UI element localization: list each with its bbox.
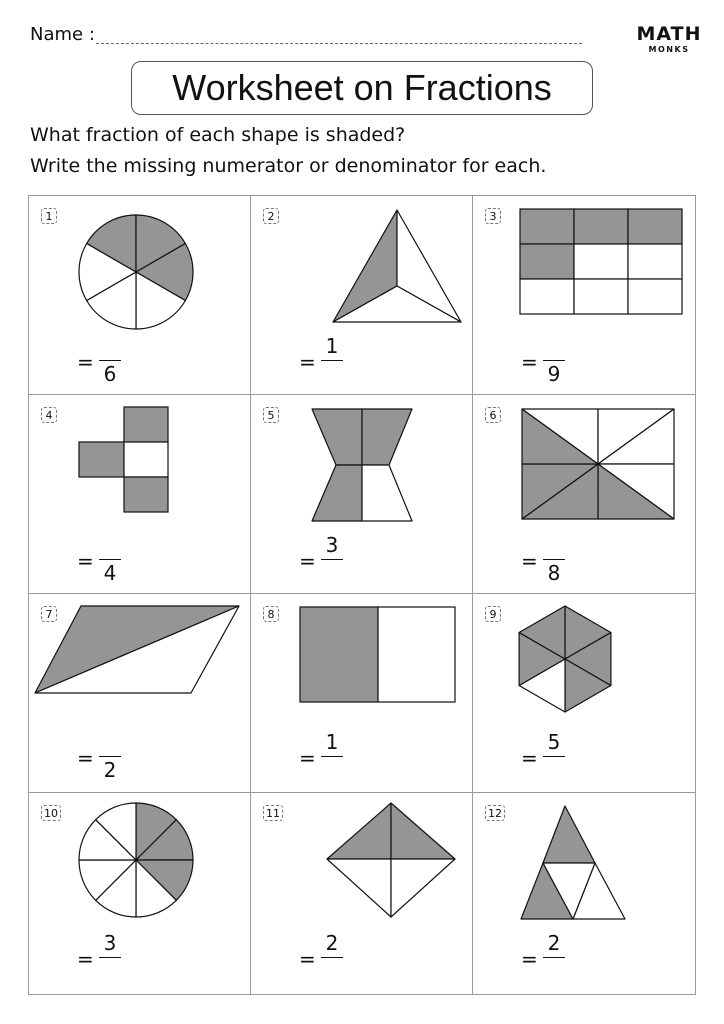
equals-sign: = [299, 746, 316, 770]
problem-cell [473, 594, 695, 793]
equals-sign: = [521, 947, 538, 971]
bowtie-part [362, 409, 412, 465]
logo-top-text: MATH [636, 23, 702, 45]
denominator-blank[interactable]: 8 [547, 561, 561, 585]
fraction-answer [299, 931, 379, 979]
fraction-answer [299, 730, 379, 778]
fraction-answer [299, 533, 379, 581]
fraction-bar [321, 756, 343, 757]
equals-sign: = [299, 549, 316, 573]
name-label: Name : [30, 24, 95, 45]
fraction-bar [99, 957, 121, 958]
bowtie-part [362, 465, 412, 521]
fraction-bar [99, 559, 121, 560]
problem-cell [29, 395, 251, 594]
problem-number: 9 [485, 606, 501, 622]
problem-cell [29, 196, 251, 395]
fraction-shape [473, 196, 695, 336]
problem-number: 3 [485, 208, 501, 224]
page-title: Worksheet on Fractions [172, 67, 552, 108]
fraction-bar [321, 957, 343, 958]
grid-square [574, 209, 628, 244]
name-input-line[interactable] [96, 43, 582, 44]
fraction-bar [99, 360, 121, 361]
fraction-shape [29, 395, 251, 535]
numerator-blank[interactable]: 3 [103, 931, 117, 955]
problem-cell [251, 793, 473, 994]
fraction-shape [29, 196, 251, 336]
problem-number: 2 [263, 208, 279, 224]
diamond-part [327, 859, 391, 917]
grid-square [574, 279, 628, 314]
denominator-blank[interactable]: 2 [103, 758, 117, 782]
fraction-shape [251, 196, 473, 336]
numerator-blank[interactable]: 5 [547, 730, 561, 754]
triangle-part [543, 806, 595, 863]
problem-number: 11 [263, 805, 283, 821]
fraction-answer [521, 730, 601, 778]
denominator-blank[interactable]: 6 [103, 362, 117, 386]
numerator-blank[interactable]: 2 [547, 931, 561, 955]
grid-square [628, 209, 682, 244]
diamond-part [391, 859, 455, 917]
numerator-blank[interactable]: 1 [325, 334, 339, 358]
equals-sign: = [521, 746, 538, 770]
fraction-answer [521, 931, 601, 979]
fraction-bar [543, 360, 565, 361]
equals-sign: = [299, 350, 316, 374]
fraction-bar [99, 756, 121, 757]
fraction-answer [77, 338, 157, 386]
math-monks-logo [636, 24, 702, 54]
fraction-bar [543, 957, 565, 958]
fraction-bar [321, 360, 343, 361]
title-box [131, 61, 593, 115]
numerator-blank[interactable]: 1 [325, 730, 339, 754]
equals-sign: = [77, 549, 94, 573]
numerator-blank[interactable]: 2 [325, 931, 339, 955]
fraction-answer [77, 537, 157, 585]
grid-square [520, 244, 574, 279]
equals-sign: = [77, 746, 94, 770]
equals-sign: = [77, 350, 94, 374]
fraction-shape [29, 793, 251, 933]
problem-number: 6 [485, 407, 501, 423]
problem-number: 12 [485, 805, 505, 821]
bowtie-part [312, 409, 362, 465]
grid-square [520, 279, 574, 314]
problem-cell [251, 196, 473, 395]
grid-square [574, 244, 628, 279]
fraction-answer [77, 734, 157, 782]
problem-number: 7 [41, 606, 57, 622]
grid-square [628, 279, 682, 314]
fraction-shape [251, 395, 473, 535]
problem-number: 10 [41, 805, 61, 821]
problem-cell [473, 793, 695, 994]
equals-sign: = [521, 350, 538, 374]
grid-square [520, 209, 574, 244]
cross-square [124, 477, 168, 512]
equals-sign: = [299, 947, 316, 971]
problem-number: 1 [41, 208, 57, 224]
fraction-answer [77, 931, 157, 979]
problem-cell [29, 793, 251, 994]
numerator-blank[interactable]: 3 [325, 533, 339, 557]
denominator-blank[interactable]: 9 [547, 362, 561, 386]
instruction-1: What fraction of each shape is shaded? [30, 124, 406, 146]
cross-square [124, 442, 168, 477]
fraction-answer [521, 338, 601, 386]
problem-cell [29, 594, 251, 793]
fraction-bar [543, 756, 565, 757]
fraction-shape [473, 395, 695, 535]
problem-cell [251, 594, 473, 793]
problem-cell [473, 395, 695, 594]
problem-number: 5 [263, 407, 279, 423]
fraction-answer [299, 334, 379, 382]
diamond-part [327, 803, 391, 859]
cross-square [79, 442, 124, 477]
fraction-shape [473, 793, 695, 933]
cross-square [124, 407, 168, 442]
equals-sign: = [77, 947, 94, 971]
problem-cell [473, 196, 695, 395]
fraction-bar [543, 559, 565, 560]
equals-sign: = [521, 549, 538, 573]
problem-cell [251, 395, 473, 594]
fraction-bar [321, 559, 343, 560]
diamond-part [391, 803, 455, 859]
fraction-answer [521, 537, 601, 585]
fraction-shape [29, 594, 251, 734]
rect-half [300, 607, 378, 702]
logo-bottom-text: MONKS [648, 45, 690, 54]
grid-square [628, 244, 682, 279]
instruction-2: Write the missing numerator or denominator for each. [30, 155, 547, 177]
fraction-shape [473, 594, 695, 734]
problem-number: 8 [263, 606, 279, 622]
rect-half [378, 607, 455, 702]
fraction-shape [251, 594, 473, 734]
problem-number: 4 [41, 407, 57, 423]
denominator-blank[interactable]: 4 [103, 561, 117, 585]
problem-grid [28, 195, 696, 995]
fraction-shape [251, 793, 473, 933]
bowtie-part [312, 465, 362, 521]
